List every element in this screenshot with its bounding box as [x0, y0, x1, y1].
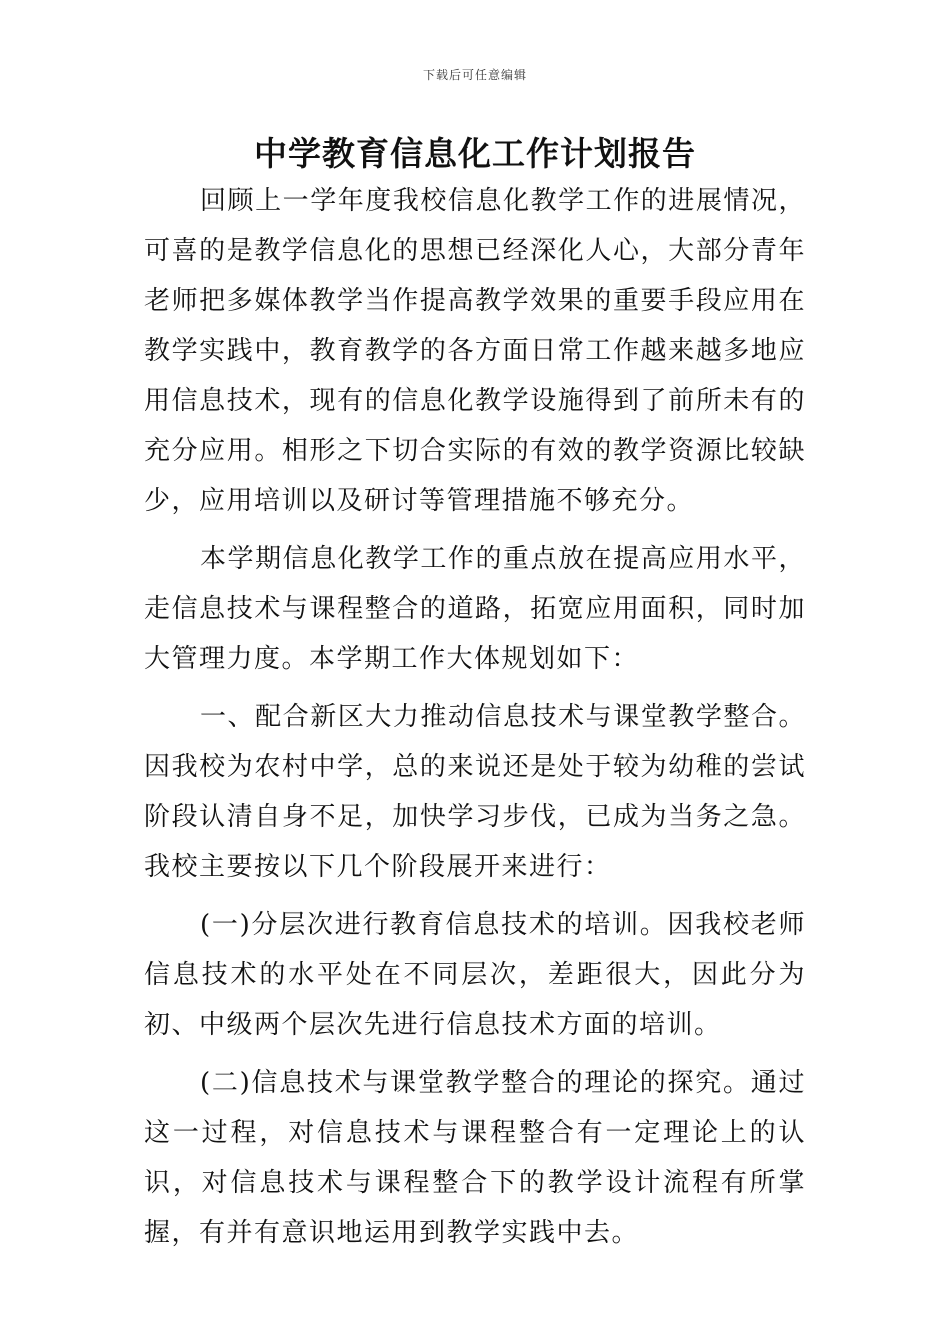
header-note: 下载后可任意编辑 — [422, 68, 527, 82]
paragraph-focus: 本学期信息化教学工作的重点放在提高应用水平，走信息技术与课程整合的道路，拓宽应用面积，同时加大管理力度。本学期工作大体规划如下： — [144, 544, 806, 674]
document-body — [144, 176, 806, 1266]
paragraph-subsection-one: (一)分层次进行教育信息技术的培训。因我校老师信息技术的水平处在不同层次，差距很大，因此分为初、中级两个层次先进行信息技术方面的培训。 — [144, 910, 806, 1040]
paragraph-review: 回顾上一学年度我校信息化教学工作的进展情况，可喜的是教学信息化的思想已经深化人心，大部分青年老师把多媒体教学当作提高教学效果的重要手段应用在教学实践中，教育教学的各方面日常工作越来越多地应用信息技术，现有的信息化教学设施得到了前所未有的充分应用。相形之下切合实际的有效的教学资源比较缺少，应用培训以及研讨等管理措施不够充分。 — [144, 186, 806, 516]
paragraph-section-one: 一、配合新区大力推动信息技术与课堂教学整合。因我校为农村中学，总的来说还是处于较为幼稚的尝试阶段认清自身不足，加快学习步伐，已成为当务之急。我校主要按以下几个阶段展开来进行： — [144, 702, 806, 882]
paragraph-subsection-two: (二)信息技术与课堂教学整合的理论的探究。通过这一过程，对信息技术与课程整合有一定理论上的认识，对信息技术与课程整合下的教学设计流程有所掌握，有并有意识地运用到教学实践中去。 — [144, 1068, 806, 1248]
document-title: 中学教育信息化工作计划报告 — [254, 134, 696, 173]
